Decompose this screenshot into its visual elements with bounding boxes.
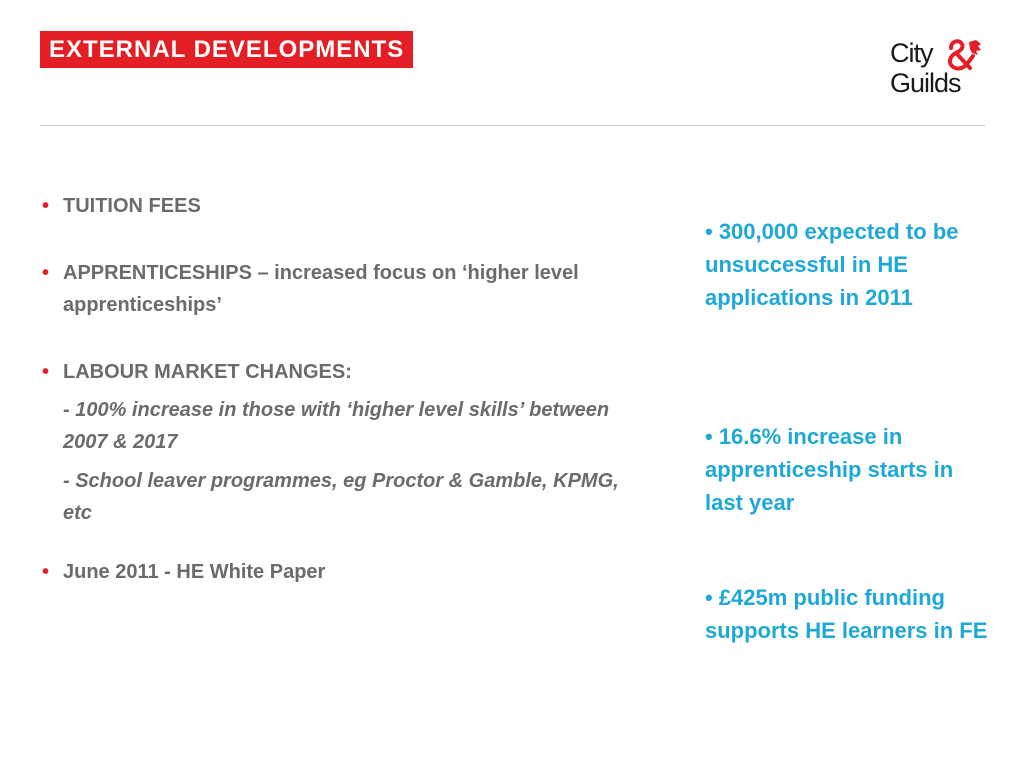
left-bullet-list [40,190,625,588]
bullet-dot: • [42,262,50,284]
bullet-text: APPRENTICESHIPS – increased focus on ‘higher level apprenticeships’ [63,262,579,316]
stat-apprenticeship-increase: • 16.6% increase in apprenticeship starts in last year [705,424,954,515]
stat-public-funding: • £425m public funding supports HE learners in FE [705,585,988,643]
sub-item-higher-skills: - 100% increase in those with ‘higher level skills’ between 2007 & 2017 [63,399,610,453]
bullet-text: TUITION FEES [63,195,201,217]
bullet-dot: • [42,195,50,217]
bullet-tuition-fees [40,190,625,222]
header-divider [40,125,985,126]
bullet-labour-market [40,356,625,388]
logo-guilds-text: Guilds [890,68,961,98]
stat-unsuccessful-applications: • 300,000 expected to be unsuccessful in HE applications in 2011 [705,219,959,310]
city-and-guilds-logo [890,38,990,102]
bullet-text: June 2011 - HE White Paper [63,561,326,583]
sub-item-school-leaver: - School leaver programmes, eg Proctor & Gamble, KPMG, etc [63,470,619,524]
bullet-white-paper [40,556,625,588]
bullet-apprenticeships [40,257,625,321]
slide-title: EXTERNAL DEVELOPMENTS [40,31,413,68]
lion-ampersand-icon [945,38,983,72]
bullet-dot: • [42,561,50,583]
bullet-dot: • [42,361,50,383]
bullet-text: LABOUR MARKET CHANGES: [63,361,352,383]
logo-city-text: City [890,38,933,68]
